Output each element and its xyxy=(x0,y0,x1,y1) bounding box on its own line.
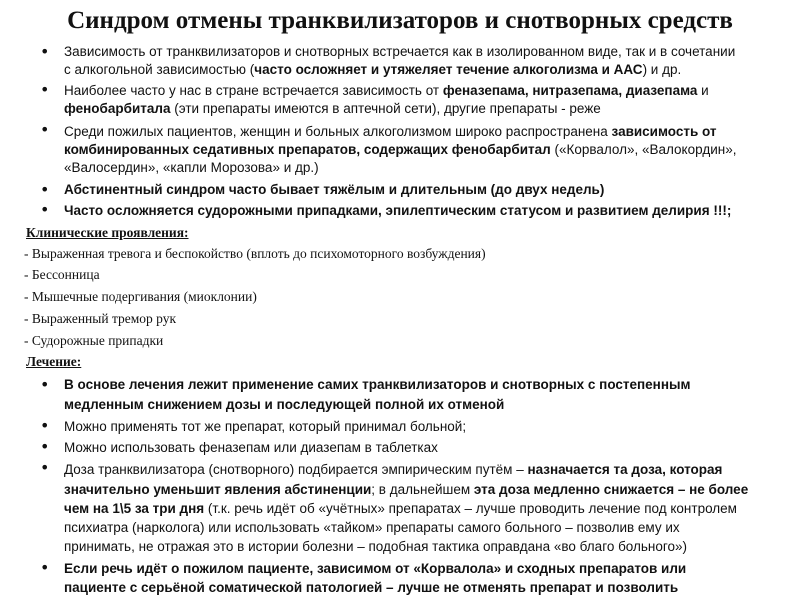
page-title: Синдром отмены транквилизаторов и снотворных средств xyxy=(67,7,733,34)
clinical-heading: Клинические проявления: xyxy=(26,225,189,240)
treatment-item-1-line-2: медленным снижением дозы и последующей полной их отменой xyxy=(64,397,505,412)
treatment-item-4-line-4: психиатра (нарколога) или использовать «тайком» препараты самого больного – позволив ему их xyxy=(64,520,680,535)
bullet-icon: • xyxy=(40,375,50,394)
intro-item-2-line-2: фенобарбитала (эти препараты имеются в аптечной сети), другие препараты - реже xyxy=(64,101,601,116)
intro-item-4: Абстинентный синдром часто бывает тяжёлым и длительным (до двух недель) xyxy=(64,182,605,197)
bullet-icon: • xyxy=(40,458,50,477)
intro-item-3-line-2: комбинированных седативных препаратов, содержащих фенобарбитал («Корвалол», «Валокордин», xyxy=(64,142,737,157)
treatment-item-3: Можно использовать феназепам или диазепам в таблетках xyxy=(64,440,438,455)
bullet-icon: • xyxy=(40,120,50,139)
treatment-item-1-line-1: В основе лечения лежит применение самих транквилизаторов и снотворных с постепенным xyxy=(64,377,691,392)
intro-item-1-line-2: с алкогольной зависимостью (часто осложняет и утяжеляет течение алкоголизма и ААС) и др. xyxy=(64,62,682,77)
treatment-item-4-line-1: Доза транквилизатора (снотворного) подбирается эмпирическим путём – назначается та доза, которая xyxy=(64,462,723,477)
clinical-item: - Судорожные припадки xyxy=(24,333,164,348)
intro-item-3-line-3: «Валосердин», «капли Морозова» и др.) xyxy=(64,160,319,175)
clinical-item: - Выраженный тремор рук xyxy=(24,311,177,326)
clinical-item: - Бессонница xyxy=(24,267,100,282)
intro-item-1-line-1: Зависимость от транквилизаторов и снотворных встречается как в изолированном виде, так и в сочетании xyxy=(64,44,736,59)
intro-item-2-line-1: Наиболее часто у нас в стране встречается зависимость от феназепама, нитразепама, диазепама и xyxy=(64,83,709,98)
intro-item-5: Часто осложняется судорожными припадками, эпилептическим статусом и развитием делирия !!!; xyxy=(64,203,732,218)
treatment-item-4-line-3: чем на 1\5 за три дня (т.к. речь идёт об «учётных» препаратах – лучше проводить лечение под контролем xyxy=(64,501,737,516)
clinical-item: - Мышечные подергивания (миоклонии) xyxy=(24,289,257,304)
treatment-item-4-line-2: значительно уменьшит явления абстиненции; в дальнейшем эта доза медленно снижается – не более xyxy=(64,482,749,497)
treatment-item-2: Можно применять тот же препарат, который принимал больной; xyxy=(64,419,467,434)
treatment-item-4-line-5: принимать, не отражая это в истории болезни – подобная тактика оправдана «во благо больного») xyxy=(64,539,688,554)
intro-item-3-line-1: Среди пожилых пациентов, женщин и больных алкоголизмом широко распространена зависимость от xyxy=(64,124,717,139)
treatment-heading: Лечение: xyxy=(26,354,82,369)
treatment-item-5-line-1: Если речь идёт о пожилом пациенте, зависимом от «Корвалола» и сходных препаратов или xyxy=(64,561,687,576)
bullet-icon: • xyxy=(40,437,50,456)
bullet-icon: • xyxy=(40,80,50,99)
bullet-icon: • xyxy=(40,42,50,61)
bullet-icon: • xyxy=(40,558,50,577)
bullet-icon: • xyxy=(40,200,50,219)
treatment-item-5-line-2: пациенте с серьёной соматической патологией – лучше не отменять препарат и позволить xyxy=(64,580,679,595)
clinical-item: - Выраженная тревога и беспокойство (вплоть до психомоторного возбуждения) xyxy=(24,246,486,261)
bullet-icon: • xyxy=(40,180,50,199)
bullet-icon: • xyxy=(40,416,50,435)
